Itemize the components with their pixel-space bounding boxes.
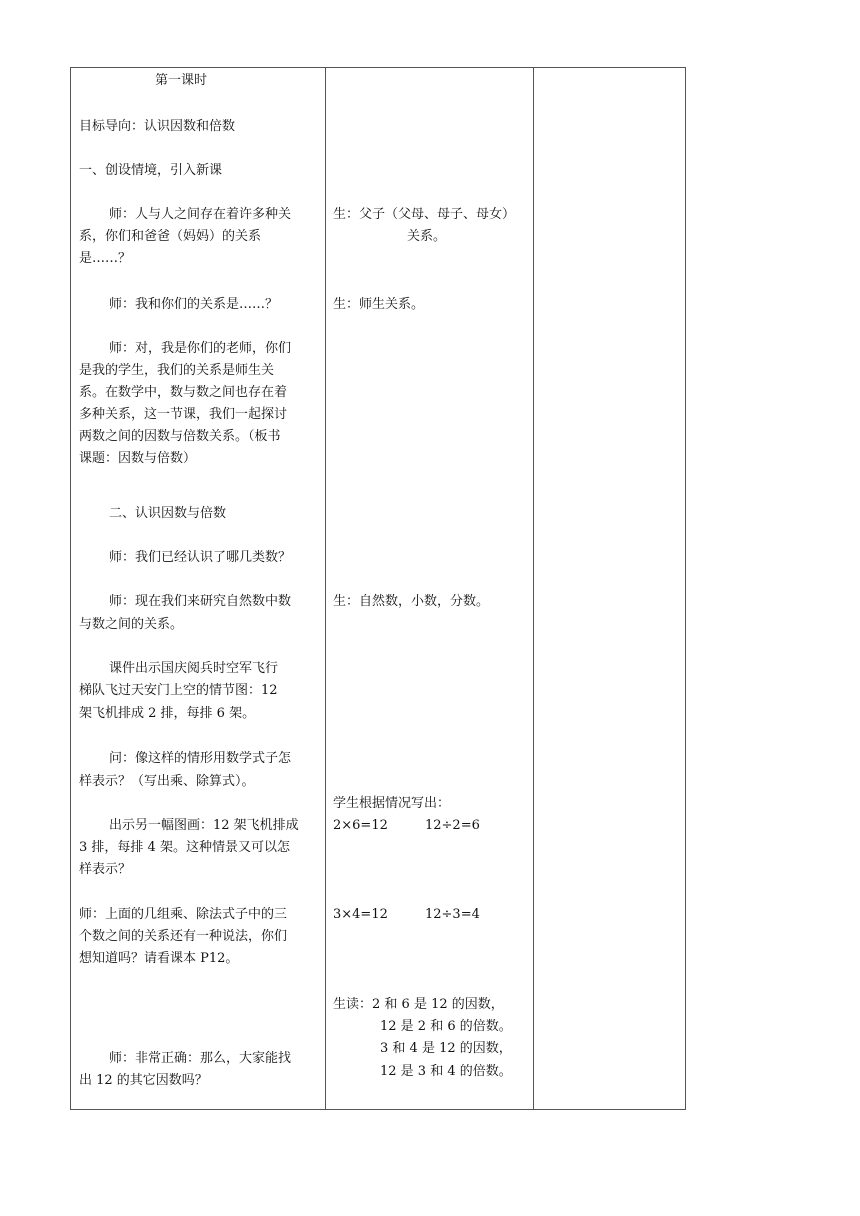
student-line: 12 是 2 和 6 的倍数。 bbox=[380, 1019, 512, 1034]
student-line: 生读：2 和 6 是 12 的因数， bbox=[333, 997, 504, 1012]
teacher-line: 样表示？ bbox=[79, 862, 132, 877]
teacher-line: 系。在数学中，数与数之间也存在着 bbox=[79, 385, 288, 400]
teacher-line: 与数之间的关系。 bbox=[79, 617, 184, 632]
teacher-line: 师：现在我们来研究自然数中数 bbox=[109, 594, 292, 609]
teacher-line: 出 12 的其它因数吗？ bbox=[79, 1073, 208, 1088]
teacher-line: 师：我们已经认识了哪几类数？ bbox=[109, 550, 292, 565]
teacher-line: 课题：因数与倍数） bbox=[79, 451, 197, 466]
equation: 3×4=12 bbox=[333, 907, 388, 922]
student-line: 学生根据情况写出： bbox=[333, 796, 451, 811]
lesson-goal: 目标导向：认识因数和倍数 bbox=[79, 119, 236, 134]
teacher-line: 问：像这样的情形用数学式子怎 bbox=[109, 751, 292, 766]
teacher-line: 课件出示国庆阅兵时空军飞行 bbox=[109, 661, 279, 676]
student-line: 生：师生关系。 bbox=[333, 297, 425, 312]
teacher-line: 师：上面的几组乘、除法式子中的三 bbox=[79, 907, 288, 922]
teacher-line: 两数之间的因数与倍数关系。（板书 bbox=[79, 429, 281, 444]
student-line: 12 是 3 和 4 的倍数。 bbox=[380, 1064, 512, 1079]
teacher-line: 架飞机排成 2 排，每排 6 架。 bbox=[79, 706, 256, 721]
teacher-line: 多种关系，这一节课，我们一起探讨 bbox=[79, 407, 288, 422]
student-line: 生：父子（父母、母子、母女） bbox=[333, 207, 516, 222]
section-heading: 一、创设情境，引入新课 bbox=[79, 163, 223, 178]
student-line: 生：自然数，小数，分数。 bbox=[333, 594, 490, 609]
section-heading: 二、认识因数与倍数 bbox=[109, 506, 227, 521]
teacher-line: 系，你们和爸爸（妈妈）的关系 bbox=[79, 229, 262, 244]
student-line: 关系。 bbox=[407, 229, 447, 244]
teacher-line: 个数之间的关系还有一种说法，你们 bbox=[79, 929, 288, 944]
teacher-line: 师：非常正确：那么，大家能找 bbox=[109, 1051, 292, 1066]
equation: 12÷3=4 bbox=[425, 907, 480, 922]
equation: 2×6=12 bbox=[333, 818, 388, 833]
teacher-line: 出示另一幅图画：12 架飞机排成 bbox=[109, 818, 299, 833]
column-divider bbox=[325, 68, 326, 1109]
teacher-line: 梯队飞过天安门上空的情节图：12 bbox=[79, 683, 278, 698]
student-line: 3 和 4 是 12 的因数， bbox=[380, 1041, 512, 1056]
lesson-heading: 第一课时 bbox=[155, 73, 208, 88]
teacher-line: 3 排，每排 4 架。这种情景又可以怎 bbox=[79, 840, 290, 855]
teacher-line: 样表示？（写出乘、除算式）。 bbox=[79, 774, 255, 789]
lesson-table bbox=[70, 67, 686, 1110]
equation: 12÷2=6 bbox=[425, 818, 480, 833]
teacher-line: 师：人与人之间存在着许多种关 bbox=[109, 207, 292, 222]
teacher-line: 师：对，我是你们的老师，你们 bbox=[109, 341, 292, 356]
teacher-line: 是……？ bbox=[79, 251, 132, 266]
teacher-line: 是我的学生，我们的关系是师生关 bbox=[79, 363, 275, 378]
column-divider bbox=[533, 68, 534, 1109]
teacher-line: 师：我和你们的关系是……？ bbox=[109, 297, 279, 312]
teacher-line: 想知道吗？请看课本 P12。 bbox=[79, 951, 239, 966]
